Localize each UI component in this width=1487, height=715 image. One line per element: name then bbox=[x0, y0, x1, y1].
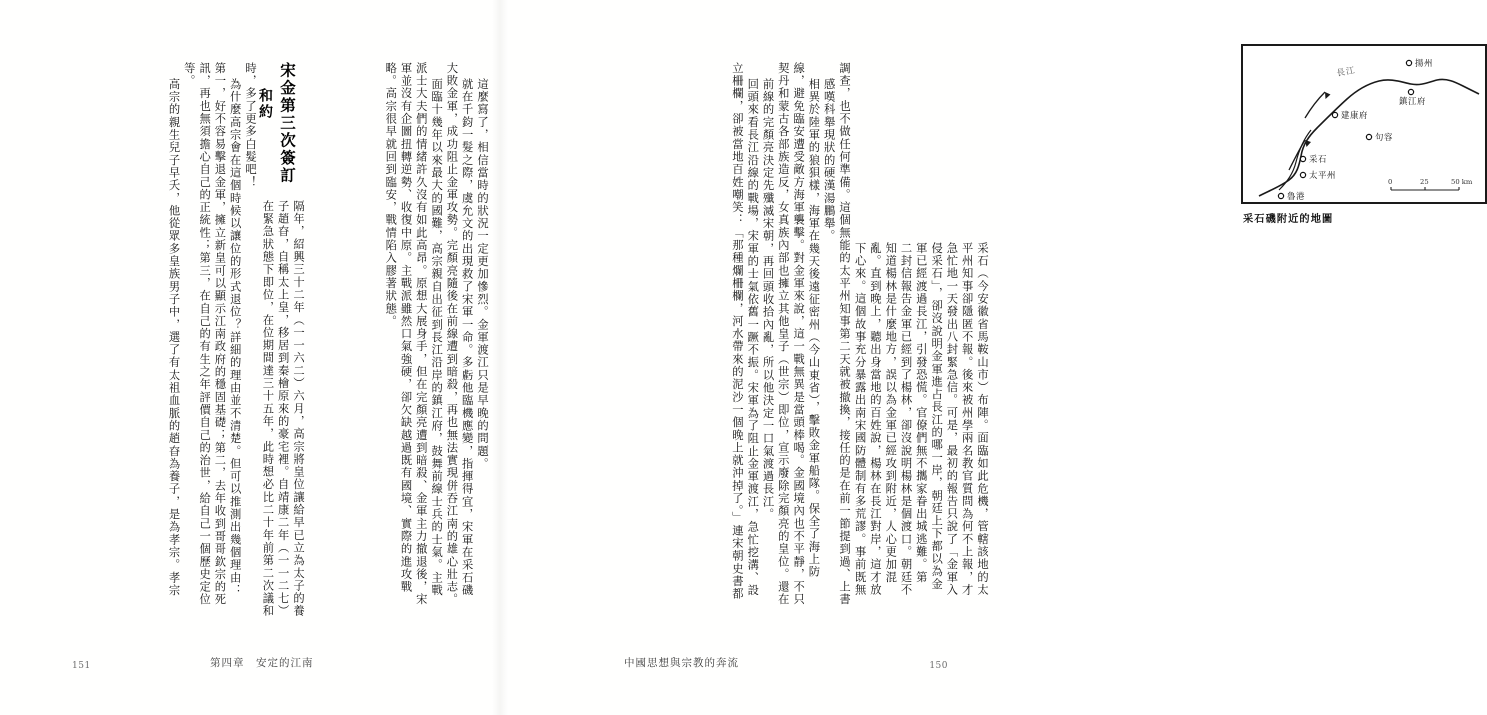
page-right bbox=[500, 0, 1473, 715]
text-column: 侵采石」，卻沒說明金軍進占長江的哪一岸，朝廷上下都以為金 bbox=[930, 242, 944, 591]
text-block-left-c bbox=[164, 62, 256, 632]
text-column: 相異於陸軍的狼狽樣，海軍在幾天後遠征密州（今山東省），擊敗金軍船隊。保全了海上防 bbox=[807, 78, 821, 579]
text-column: 派士大夫們的情緒許久沒有如此高昂。原想大展身手，但在完顏亮遭到暗殺、金軍主力撤退後，宋 bbox=[414, 62, 428, 606]
text-column: 訊，再也無須擔心自己的正統性；第三，在自己的有生之年評價自己的治世，給自己一個歷史定位 bbox=[198, 62, 212, 606]
city-label-jurong: 句容 bbox=[1375, 132, 1393, 142]
city-marker-lugang bbox=[1278, 193, 1283, 198]
city-caishi bbox=[1300, 154, 1327, 164]
city-marker-zhenjiangfu bbox=[1408, 89, 1413, 94]
folio-right: 150 bbox=[929, 661, 948, 671]
city-label-yangzhou: 揚州 bbox=[1415, 58, 1433, 68]
flow-arrow-upper bbox=[1305, 92, 1325, 118]
text-column: 二封信報告金軍已經到了楊林，卻沒說明楊林是個渡口。朝廷不 bbox=[899, 242, 913, 597]
city-taipingzhou bbox=[1300, 170, 1336, 180]
city-yangzhou bbox=[1406, 58, 1433, 68]
city-marker-jiankangfu bbox=[1332, 112, 1337, 117]
flow-arrow-lower-head bbox=[1305, 140, 1311, 147]
text-column: 在緊急狀態下即位，在位期間達三十五年，此時想必比二十年前第二次議和 bbox=[261, 200, 275, 618]
section-heading-sub: 和約 bbox=[257, 88, 273, 120]
text-block-right-upper bbox=[850, 242, 988, 632]
city-zhenjiangfu bbox=[1399, 89, 1426, 106]
text-column: 立柵欄，卻被當地百姓嘲笑：「那種爛柵欄，河水帶來的泥沙一個晚上就沖掉了。」連宋朝史書都 bbox=[730, 62, 744, 601]
text-column: 知道楊林是什麼地方，誤以為金軍已經攻到附近，人心更加混 bbox=[884, 242, 898, 584]
text-column: 面臨十幾年以來最大的國難，高宗親自出征到長江沿岸的鎮江府，鼓舞前線士兵的士氣。主戰 bbox=[430, 78, 444, 597]
river-south-bank bbox=[1279, 130, 1311, 190]
text-column: 高宗的親生兒子早夭，他從眾多皇族男子中，選了有太祖血脈的趙昚為養子，是為孝宗。孝宗 bbox=[167, 78, 181, 597]
figure-map-caishiji bbox=[1241, 44, 1487, 236]
map-graphic bbox=[1241, 44, 1487, 204]
folio-left: 151 bbox=[72, 661, 91, 671]
city-label-lugang: 魯港 bbox=[1287, 191, 1305, 201]
text-column: 大敗金軍，成功阻止金軍攻勢。完顏亮隨後在前線遭到暗殺，再也無法實現併吞江南的雄心壯志。 bbox=[445, 62, 459, 606]
page-left bbox=[0, 0, 500, 715]
scale-label-25: 25 bbox=[1420, 178, 1429, 186]
text-column: 線，避免臨安遭受敵方海軍襲擊。對金軍來說，這一戰無異是當頭棒喝。金國境內也不平靜，不只 bbox=[792, 62, 806, 606]
text-column: 時，多了更多白髮吧！ bbox=[244, 62, 257, 189]
city-marker-caishi bbox=[1300, 156, 1305, 161]
city-jurong bbox=[1366, 132, 1393, 142]
running-head-left: 第四章 安定的江南 bbox=[210, 657, 314, 669]
running-head-right: 中國思想與宗教的奔流 bbox=[624, 657, 739, 669]
text-column: 軍已經渡過長江，引發恐慌。官僚們無不攜家眷出城逃難。第 bbox=[914, 242, 928, 584]
scale-label-0: 0 bbox=[1388, 178, 1393, 186]
text-column: 契丹和蒙古各部族造反，女真族內部也擁立其他皇子（世宗）即位，宣示廢除完顏亮的皇位。還在 bbox=[776, 62, 790, 606]
text-column: 隔年，紹興三十二年（一一六二）六月，高宗將皇位讓給早已立為太子的養 bbox=[292, 200, 305, 618]
text-column: 采石（今安徽省馬鞍山市）布陣。面臨如此危機，管轄該地的太 bbox=[976, 242, 989, 597]
text-column: 回頭來看長江沿線的戰場，宋軍的士氣依舊一蹶不振。宋軍為了阻止金軍渡江，急忙挖溝、設 bbox=[746, 78, 760, 597]
text-column: 軍並沒有企圖扭轉逆勢、收復中原。主戰派雖然口氣強硬，卻欠缺越過既有國境、實際的進攻戰 bbox=[399, 62, 413, 594]
text-column: 平州知事卻隱匿不報。後來被州學兩名教官質問為何不上報，才 bbox=[960, 242, 974, 597]
text-column: 亂。直到晚上，聽出身當地的百姓說，楊林在長江對岸，這才放 bbox=[868, 242, 882, 597]
city-marker-yangzhou bbox=[1406, 60, 1411, 65]
text-block-left-b bbox=[258, 200, 304, 632]
text-column: 第一，好不容易擊退金軍，擁立新皇可以顯示江南政府的穩固基礎；第二，去年收到哥哥欽宗的死 bbox=[213, 62, 227, 606]
map-scale-bar bbox=[1388, 178, 1473, 190]
flow-arrow-lower bbox=[1289, 140, 1305, 170]
text-column: 等。 bbox=[182, 62, 196, 88]
text-block-left-a bbox=[381, 62, 488, 632]
text-column: 前線的完顏亮決定先殲滅宋朝，再回頭收拾內亂，所以他決定一口氣渡過長江。 bbox=[761, 78, 775, 521]
text-column: 急忙地一天發出八封緊急信。可是，最初的報告只說了「金軍入 bbox=[945, 242, 959, 597]
city-label-caishi: 采石 bbox=[1309, 154, 1327, 164]
scale-label-50: 50 km bbox=[1451, 178, 1473, 186]
city-marker-jurong bbox=[1366, 134, 1371, 139]
text-column: 子趙昚，自稱太上皇，移居到秦檜原來的豪宅裡。自靖康二年（一一二七） bbox=[276, 200, 290, 618]
text-column: 這麼寫了，相信當時的狀況一定更加慘烈。金軍渡江只是早晚的問題。 bbox=[476, 78, 489, 471]
text-block-right-lower bbox=[728, 62, 850, 632]
section-heading-main: 宋金第三次簽訂 bbox=[278, 62, 296, 185]
city-label-jiankangfu: 建康府 bbox=[1341, 110, 1368, 120]
city-marker-taipingzhou bbox=[1300, 172, 1305, 177]
map-river-label: 長江 bbox=[1335, 65, 1357, 79]
city-lugang bbox=[1278, 191, 1305, 201]
city-jiankangfu bbox=[1332, 110, 1368, 120]
figure-caption: 采石磯附近的地圖 bbox=[1243, 214, 1334, 225]
text-column: 為什麼高宗會在這個時候以讓位的形式退位？詳細的理由並不清楚。但可以推測出幾個理由： bbox=[228, 78, 242, 597]
city-label-taipingzhou: 太平州 bbox=[1309, 170, 1336, 180]
text-column: 感嘆科舉現狀的硬漢湯鵬舉。 bbox=[822, 78, 836, 243]
flow-arrow-upper-head bbox=[1325, 92, 1331, 99]
text-column: 就在千鈞一髮之際，虞允文的出現救了宋軍一命。多虧他臨機應變，指揮得宜，宋軍在采石磯 bbox=[460, 78, 474, 597]
text-column: 調查，也不做任何準備。這個無能的太平州知事第二天就被撤換，接任的是在前一節提到過、上書 bbox=[838, 62, 851, 606]
text-column: 略。高宗很早就回到臨安，戰情陷入膠著狀態。 bbox=[384, 62, 398, 328]
text-column: 下心來。這個故事充分暴露出南宋國防體制有多荒謬。事前既無 bbox=[853, 242, 867, 597]
city-label-zhenjiangfu: 鎮江府 bbox=[1399, 96, 1426, 106]
